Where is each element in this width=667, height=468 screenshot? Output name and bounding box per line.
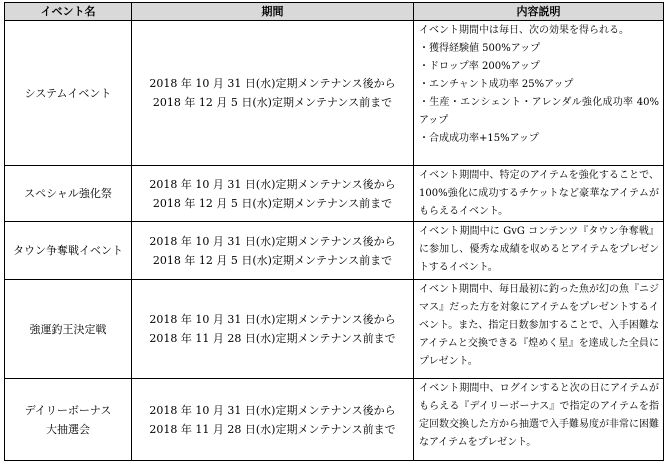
period-start: 2018 年 10 月 31 日(水)定期メンテナンス後から [149,234,396,248]
description-line: イベント期間中に GvG コンテンツ『タウン争奪戦』に参加し、優秀な成績を収めるとアイテムをプレゼントするイベント。 [419,226,659,273]
period-start: 2018 年 10 月 31 日(水)定期メンテナンス後から [149,177,396,191]
description-line: イベント期間中、ログインすると次の日にアイテムがもらえる『デイリーボーナス』で指定のアイテムを指定回数交換した方から抽選で入手難易度が非常に困難なアイテムをプレゼント。 [419,383,659,448]
header-period: 期間 [132,3,414,21]
event-name: 強運釣王決定戦 [29,322,107,336]
event-description-cell [414,379,664,461]
description-line: ・合成成功率+15%アップ [419,133,539,144]
event-name-cell [5,21,132,166]
events-table [4,2,664,461]
period-end: 2018 年 12 月 5 日(水)定期メンテナンス前まで [152,196,393,210]
period-end: 2018 年 11 月 28 日(水)定期メンテナンス前まで [149,422,396,436]
description-line: イベント期間中、特定のアイテムを強化することで、100%強化に成功するチケットなど豪華なアイテムがもらえるイベント。 [419,170,659,217]
table-row [5,21,664,166]
period-start: 2018 年 10 月 31 日(水)定期メンテナンス後から [149,77,396,90]
event-name: システムイベント [24,86,112,100]
description-line: ・獲得経験値 500%アップ [419,43,541,54]
header-row [5,3,664,21]
header-event-name: イベント名 [5,3,132,21]
event-name: スペシャル強化祭 [24,187,112,200]
period-start: 2018 年 10 月 31 日(水)定期メンテナンス後から [149,403,396,417]
event-period-cell [132,280,414,379]
event-name-cell [5,222,132,280]
event-name: タウン争奪戦イベント [13,244,123,257]
table-row [5,280,664,379]
description-line: ・エンチャント成功率 25%アップ [419,79,574,90]
event-name: デイリーボーナス [24,403,112,417]
event-period-cell [132,21,414,166]
event-name-cell [5,379,132,461]
description-line: イベント期間中、毎日最初に釣った魚が幻の魚『ニジマス』だった方を対象にアイテムをプレゼントするイベント。また、指定日数参加することで、入手困難なアイテムと交換できる『煌めく星』を達成した全員にプレゼント。 [419,284,659,367]
event-period-cell [132,166,414,222]
header-description: 内容説明 [414,3,664,21]
event-name-cell [5,280,132,379]
event-description-cell [414,280,664,379]
event-description-cell [414,222,664,280]
event-description-cell [414,21,664,166]
table-row [5,166,664,222]
period-end: 2018 年 12 月 5 日(水)定期メンテナンス前まで [152,253,393,267]
event-description-cell [414,166,664,222]
description-line: ・生産・エンシェント・アレンダル強化成功率 40%アップ [419,97,659,126]
event-period-cell [132,222,414,280]
table-row [5,222,664,280]
description-line: イベント期間中は毎日、次の効果を得られる。 [419,25,629,36]
period-start: 2018 年 10 月 31 日(水)定期メンテナンス後から [149,313,396,326]
table-row [5,379,664,461]
description-line: ・ドロップ率 200%アップ [419,61,540,72]
event-period-cell [132,379,414,461]
event-name: 大抽選会 [46,422,90,436]
period-end: 2018 年 11 月 28 日(水)定期メンテナンス前まで [149,332,396,345]
event-name-cell [5,166,132,222]
period-end: 2018 年 12 月 5 日(水)定期メンテナンス前まで [152,96,393,109]
